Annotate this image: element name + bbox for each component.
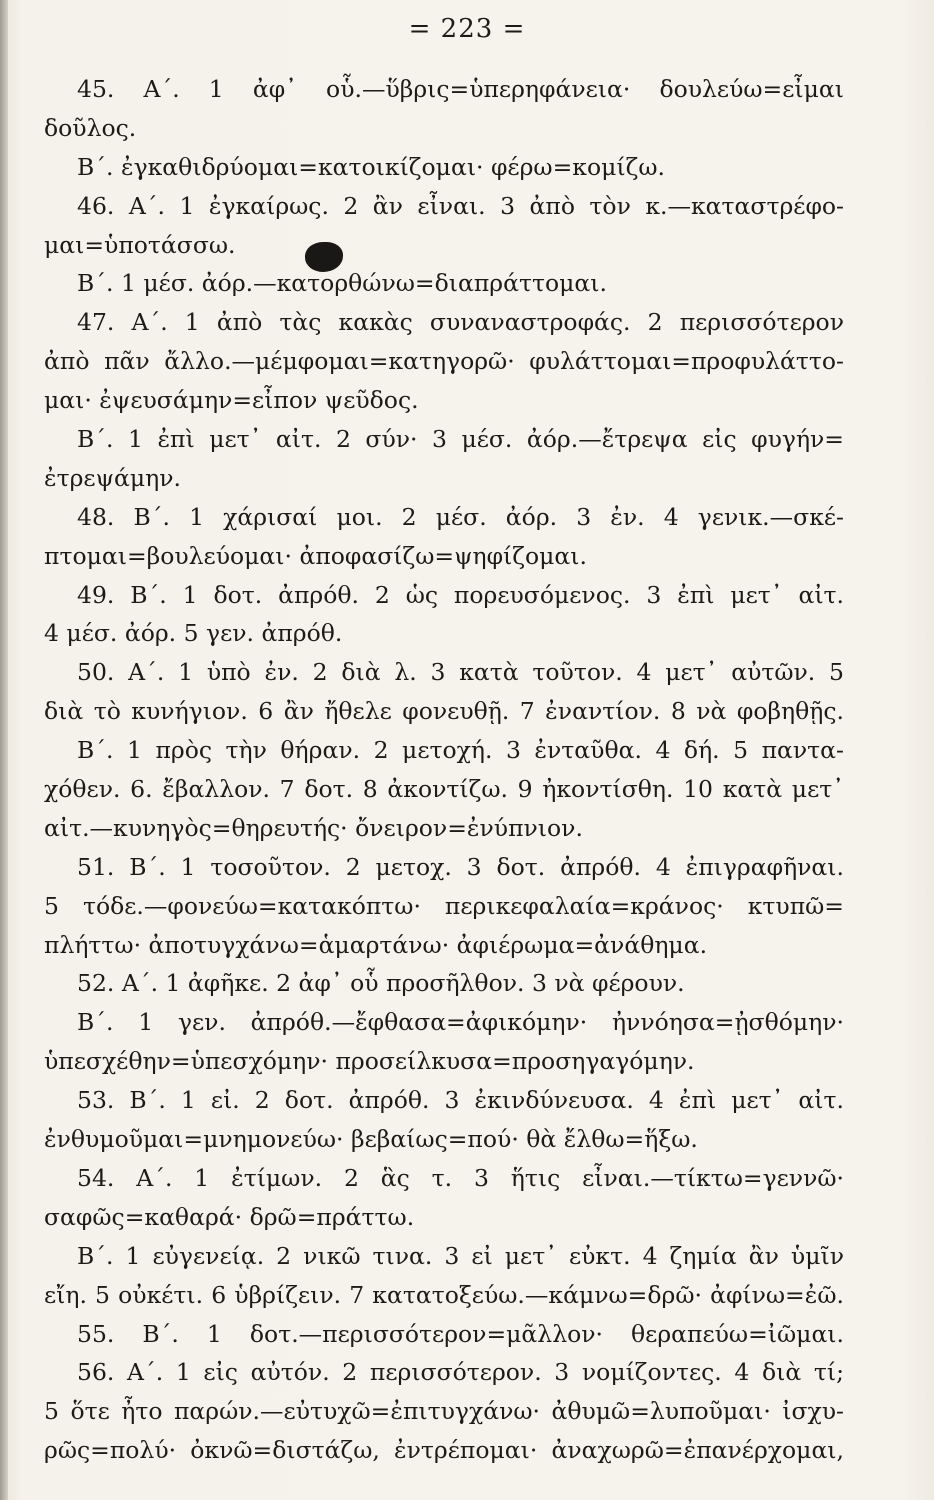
text-line: Β΄. 1 πρὸς τὴν θήραν. 2 μετοχή. 3 ἐνταῦθα. 4 δή. 5 παντα- bbox=[77, 736, 844, 765]
text-line: αἰτ.—κυνηγὸς=θηρευτής· ὄνειρον=ἐνύπνιον. bbox=[44, 813, 583, 842]
text-line: μαι· ἐψευσάμην=εἶπον ψεῦδος. bbox=[44, 386, 419, 415]
text-line: ἐτρεψάμην. bbox=[44, 463, 182, 492]
text-line: εἴη. 5 οὐκέτι. 6 ὑβρίζειν. 7 κατατοξεύω.—κάμνω=δρῶ· ἀφίνω=ἐῶ. bbox=[44, 1280, 844, 1309]
text-line: δοῦλος. bbox=[44, 113, 137, 142]
page-number: = 223 = bbox=[408, 14, 526, 44]
text-line: 5 ὅτε ἦτο παρών.—εὐτυχῶ=ἐπιτυγχάνω· ἀθυμῶ=λυποῦμαι· ἰσχυ- bbox=[44, 1397, 844, 1426]
text-line: ρῶς=πολύ· ὀκνῶ=διστάζω, ἐντρέπομαι· ἀναχωρῶ=ἐπανέρχομαι, bbox=[44, 1436, 844, 1465]
text-line: Β΄. 1 γεν. ἀπρόθ.—ἔφθασα=ἀφικόμην· ἠννόησα=ᾐσθόμην· bbox=[77, 1008, 844, 1037]
text-line: πτομαι=βουλεύομαι· ἀποφασίζω=ψηφίζομαι. bbox=[44, 541, 587, 570]
text-line: 45. Α΄. 1 ἀφ᾿ οὗ.—ὕβρις=ὑπερηφάνεια· δουλεύω=εἶμαι bbox=[77, 75, 844, 103]
text-line: Β΄. 1 ἐπὶ μετ᾿ αἰτ. 2 σύν· 3 μέσ. ἀόρ.—ἔτρεψα εἰς φυγήν= bbox=[77, 425, 844, 454]
text-line: ἐνθυμοῦμαι=μνημονεύω· βεβαίως=πού· θὰ ἔλθω=ἥξω. bbox=[44, 1125, 698, 1154]
text-line: σαφῶς=καθαρά· δρῶ=πράττω. bbox=[44, 1202, 415, 1231]
text-line: 56. Α΄. 1 εἰς αὐτόν. 2 περισσότερον. 3 νομίζοντες. 4 διὰ τί; bbox=[77, 1358, 844, 1387]
text-line: 52. Α΄. 1 ἀφῆκε. 2 ἀφ᾿ οὗ προσῆλθον. 3 νὰ φέρουν. bbox=[77, 969, 685, 998]
text-line: 4 μέσ. ἀόρ. 5 γεν. ἀπρόθ. bbox=[44, 619, 343, 648]
text-line: Β΄. 1 εὐγενείᾳ. 2 νικῶ τινα. 3 εἰ μετ᾿ εὐκτ. 4 ζημία ἂν ὑμῖν bbox=[77, 1241, 844, 1270]
text-line: 54. Α΄. 1 ἐτίμων. 2 ἃς τ. 3 ἥτις εἶναι.—τίκτω=γεννῶ· bbox=[77, 1163, 844, 1192]
text-line: 47. Α΄. 1 ἀπὸ τὰς κακὰς συναναστροφάς. 2 περισσότερον bbox=[77, 308, 844, 337]
text-line: 53. Β΄. 1 εἰ. 2 δοτ. ἀπρόθ. 3 ἐκινδύνευσα. 4 ἐπὶ μετ᾿ αἰτ. bbox=[77, 1086, 844, 1115]
text-line: 51. Β΄. 1 τοσοῦτον. 2 μετοχ. 3 δοτ. ἀπρόθ. 4 ἐπιγραφῆναι. bbox=[77, 852, 844, 881]
text-line: Β΄. ἐγκαθιδρύομαι=κατοικίζομαι· φέρω=κομίζω. bbox=[77, 152, 665, 181]
text-line: χόθεν. 6. ἔβαλλον. 7 δοτ. 8 ἀκοντίζω. 9 ἠκοντίσθη. 10 κατὰ μετ᾿ bbox=[44, 775, 844, 804]
text-line: 46. Α΄. 1 ἐγκαίρως. 2 ἂν εἶναι. 3 ἀπὸ τὸν κ.—καταστρέφο- bbox=[77, 191, 844, 220]
text-line: ὑπεσχέθην=ὑπεσχόμην· προσείλκυσα=προσηγαγόμην. bbox=[44, 1047, 695, 1076]
text-line: μαι=ὑποτάσσω. bbox=[44, 230, 236, 259]
text-line: διὰ τὸ κυνήγιον. 6 ἂν ἤθελε φονευθῇ. 7 ἐναντίον. 8 νὰ φοβηθῇς. bbox=[44, 697, 844, 726]
book-spine-shadow bbox=[0, 0, 8, 1500]
answer-key-text bbox=[44, 70, 844, 1470]
text-line: 49. Β΄. 1 δοτ. ἀπρόθ. 2 ὡς πορευσόμενος. 3 ἐπὶ μετ᾿ αἰτ. bbox=[77, 580, 844, 609]
text-line: Β΄. 1 μέσ. ἀόρ.—κατορθώνω=διαπράττομαι. bbox=[77, 269, 607, 298]
text-line: 50. Α΄. 1 ὑπὸ ἐν. 2 διὰ λ. 3 κατὰ τοῦτον. 4 μετ᾿ αὐτῶν. 5 bbox=[77, 658, 844, 687]
text-line: 55. Β΄. 1 δοτ.—περισσότερον=μᾶλλον· θεραπεύω=ἰῶμαι. bbox=[77, 1319, 844, 1348]
text-line: 5 τόδε.—φονεύω=κατακόπτω· περικεφαλαία=κράνος· κτυπῶ= bbox=[44, 891, 844, 920]
text-line: πλήττω· ἀποτυγχάνω=ἁμαρτάνω· ἀφιέρωμα=ἀνάθημα. bbox=[44, 930, 708, 959]
text-line: 48. Β΄. 1 χάρισαί μοι. 2 μέσ. ἀόρ. 3 ἐν. 4 γενικ.—σκέ- bbox=[77, 502, 844, 531]
text-line: ἀπὸ πᾶν ἄλλο.—μέμφομαι=κατηγορῶ· φυλάττομαι=προφυλάττο- bbox=[44, 347, 844, 376]
